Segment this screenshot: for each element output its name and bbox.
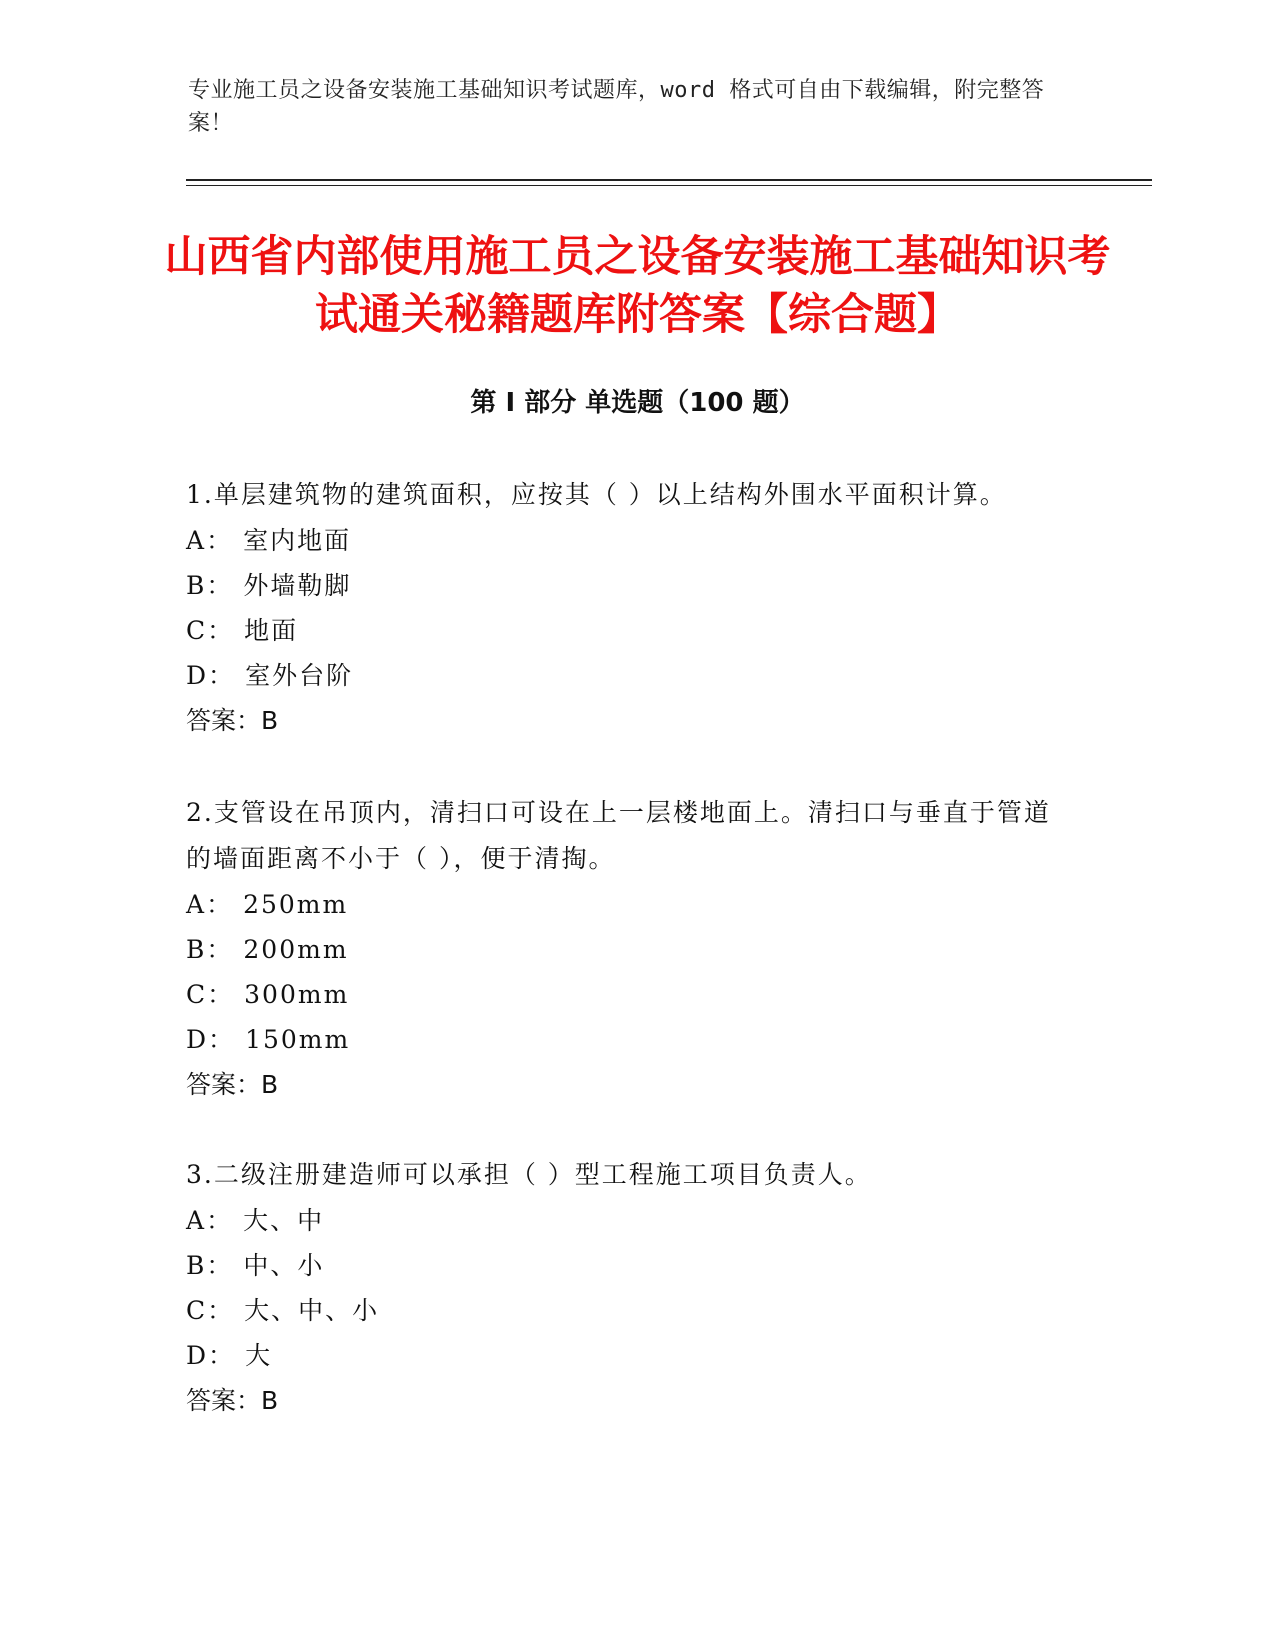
option-text: 外墙勒脚 [243, 571, 352, 600]
option-letter: A [186, 526, 207, 555]
answer-value: B [261, 1386, 279, 1415]
option-letter: D [186, 1341, 209, 1370]
option-b [186, 563, 1076, 608]
option-letter: B [186, 935, 207, 964]
option-text: 大 [245, 1341, 273, 1370]
header-divider-thin [186, 185, 1152, 186]
option-separator: ： [206, 890, 234, 919]
question-2 [186, 790, 1076, 1108]
option-d [186, 1333, 1076, 1378]
answer-value: B [261, 706, 279, 735]
option-a [186, 518, 1076, 563]
answer-line [186, 1378, 1076, 1424]
option-letter: B [186, 571, 207, 600]
option-separator: ： [207, 616, 235, 645]
option-separator: ： [207, 980, 235, 1009]
option-text: 室外台阶 [245, 661, 354, 690]
option-separator: ： [206, 1251, 234, 1280]
question-3 [186, 1152, 1076, 1424]
header-divider-thick [186, 179, 1152, 181]
option-separator: ： [206, 1206, 234, 1235]
option-text: 大、中、小 [244, 1296, 380, 1325]
option-separator: ： [208, 1025, 236, 1054]
option-text: 250mm [243, 890, 349, 919]
answer-value: B [261, 1070, 279, 1099]
option-separator: ： [208, 661, 236, 690]
option-d [186, 653, 1076, 698]
option-separator: ： [208, 1341, 236, 1370]
option-letter: D [186, 1025, 209, 1054]
option-c [186, 972, 1076, 1017]
option-text: 地面 [244, 616, 299, 645]
answer-line [186, 1062, 1076, 1108]
option-separator: ： [206, 935, 234, 964]
option-c [186, 608, 1076, 653]
option-text: 200mm [243, 935, 349, 964]
option-letter: A [186, 890, 207, 919]
option-text: 大、中 [243, 1206, 325, 1235]
option-letter: C [186, 1296, 208, 1325]
option-letter: C [186, 616, 208, 645]
option-separator: ： [207, 1296, 235, 1325]
question-1 [186, 472, 1076, 744]
option-letter: C [186, 980, 208, 1009]
answer-prefix: 答案： [186, 1386, 262, 1415]
option-a [186, 882, 1076, 927]
option-text: 150mm [245, 1025, 351, 1054]
answer-prefix: 答案： [186, 1070, 262, 1099]
option-text: 室内地面 [243, 526, 352, 555]
option-c [186, 1288, 1076, 1333]
option-separator: ： [206, 526, 234, 555]
answer-line [186, 698, 1076, 744]
question-stem: 2.支管设在吊顶内，清扫口可设在上一层楼地面上。清扫口与垂直于管道的墙面距离不小于（ ），便于清掏。 [186, 798, 1051, 873]
question-stem: 3.二级注册建造师可以承担（ ）型工程施工项目负责人。 [186, 1160, 872, 1189]
option-letter: D [186, 661, 209, 690]
option-b [186, 1243, 1076, 1288]
option-b [186, 927, 1076, 972]
option-separator: ： [206, 571, 234, 600]
document-title: 山西省内部使用施工员之设备安装施工基础知识考试通关秘籍题库附答案【综合题】 [164, 232, 1111, 340]
option-text: 300mm [244, 980, 350, 1009]
header-note: 专业施工员之设备安装施工基础知识考试题库，word 格式可自由下载编辑，附完整答案！ [188, 78, 1045, 136]
question-stem: 1.单层建筑物的建筑面积，应按其（ ）以上结构外围水平面积计算。 [186, 480, 1007, 509]
option-a [186, 1198, 1076, 1243]
section-heading: 第 I 部分 单选题（100 题） [470, 388, 805, 418]
option-letter: B [186, 1251, 207, 1280]
option-letter: A [186, 1206, 207, 1235]
option-text: 中、小 [243, 1251, 325, 1280]
answer-prefix: 答案： [186, 706, 262, 735]
option-d [186, 1017, 1076, 1062]
